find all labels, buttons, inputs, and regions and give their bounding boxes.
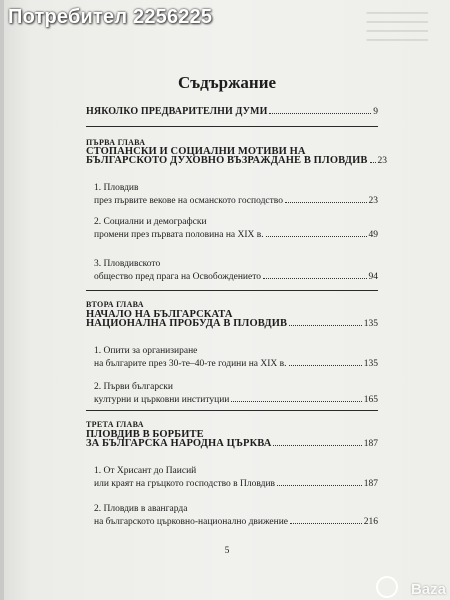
seller-overlay-title: Потребител 2256225 <box>8 6 213 28</box>
section-1-3[interactable] <box>94 259 378 282</box>
section-title: 2. Първи български <box>94 382 173 392</box>
chapter-title: ПЛОВДИВ В БОРБИТЕ <box>86 429 204 440</box>
toc-entry-page: 23 <box>368 196 378 206</box>
toc-entry-page: 135 <box>363 319 378 329</box>
chapter-2-title-line-2[interactable] <box>86 318 378 329</box>
toc-entry-page: 135 <box>363 359 378 369</box>
toc-entry-page: 187 <box>363 479 378 489</box>
toc-entry-page: 23 <box>377 156 388 166</box>
chapter-title: СТОПАНСКИ И СОЦИАЛНИ МОТИВИ НА <box>86 146 306 157</box>
section-title: 1. Пловдив <box>94 183 139 193</box>
section-1-2[interactable] <box>94 217 378 240</box>
section-title: 2. Социални и демографски <box>94 217 207 227</box>
toc-entry-intro[interactable] <box>86 106 378 117</box>
toc-heading: Съдържание <box>177 73 277 92</box>
divider <box>86 290 378 291</box>
section-title: 1. От Хрисант до Паисий <box>94 466 197 476</box>
toc-entry-page: 165 <box>363 395 378 405</box>
toc-entry-page: 187 <box>363 439 378 449</box>
chapter-label: ТРЕТА ГЛАВА <box>86 420 144 429</box>
chapter-title: НАЦИОНАЛНА ПРОБУДА В ПЛОВДИВ <box>86 318 288 329</box>
toc-entry-page: 216 <box>363 517 378 527</box>
chapter-3-title-line-2[interactable] <box>86 438 378 449</box>
chapter-title: ЗА БЪЛГАРСКА НАРОДНА ЦЪРКВА <box>86 438 272 449</box>
page-number: 5 <box>224 546 230 556</box>
section-1-1[interactable] <box>94 183 378 206</box>
section-3-1[interactable] <box>94 466 378 489</box>
divider <box>86 410 378 411</box>
section-title: на българите през 30-те–40-те години на XIX в. <box>94 359 287 369</box>
toc-entry-page: 94 <box>368 272 378 282</box>
chapter-title: БЪЛГАРСКОТО ДУХОВНО ВЪЗРАЖДАНЕ В ПЛОВДИВ <box>86 155 368 166</box>
section-title: общество пред прага на Освобождението <box>94 272 261 282</box>
watermark-logo-icon <box>376 576 398 598</box>
section-title: 2. Пловдив в авангарда <box>94 504 188 514</box>
chapter-label: ВТОРА ГЛАВА <box>86 300 144 309</box>
toc-entry-page: 49 <box>368 230 378 240</box>
bleed-through-text: ━━━━━━━━━━━━━━━━━ ━━━━━━━━━━━━━━━━━ ━━━━━━━━━━━━━━━━━ ━━━━━━━━━━━━━━━━━ <box>366 11 428 44</box>
divider <box>86 126 378 127</box>
chapter-1-title-line-2[interactable] <box>86 155 388 166</box>
section-title: промени през първата половина на XIX в. <box>94 230 264 240</box>
section-2-2[interactable] <box>94 382 378 405</box>
chapter-title: НАЧАЛО НА БЪЛГАРСКАТА <box>86 309 233 320</box>
book-page <box>4 0 450 600</box>
toc-entry-title: НЯКОЛКО ПРЕДВАРИТЕЛНИ ДУМИ <box>86 106 268 117</box>
section-3-2[interactable] <box>94 504 378 527</box>
toc-entry-page: 9 <box>373 107 378 117</box>
section-2-1[interactable] <box>94 346 378 369</box>
watermark-logo: Baza <box>410 581 446 598</box>
section-title: културни и църковни институции <box>94 395 230 405</box>
section-title: 1. Опити за организиране <box>94 346 198 356</box>
section-title: през първите векове на османското господство <box>94 196 283 206</box>
chapter-label: ПЪРВА ГЛАВА <box>86 138 146 147</box>
section-title: 3. Пловдивското <box>94 259 161 269</box>
section-title: или краят на гръцкото господство в Пловдив <box>94 479 276 489</box>
section-title: на българското църковно-национално движение <box>94 517 289 527</box>
